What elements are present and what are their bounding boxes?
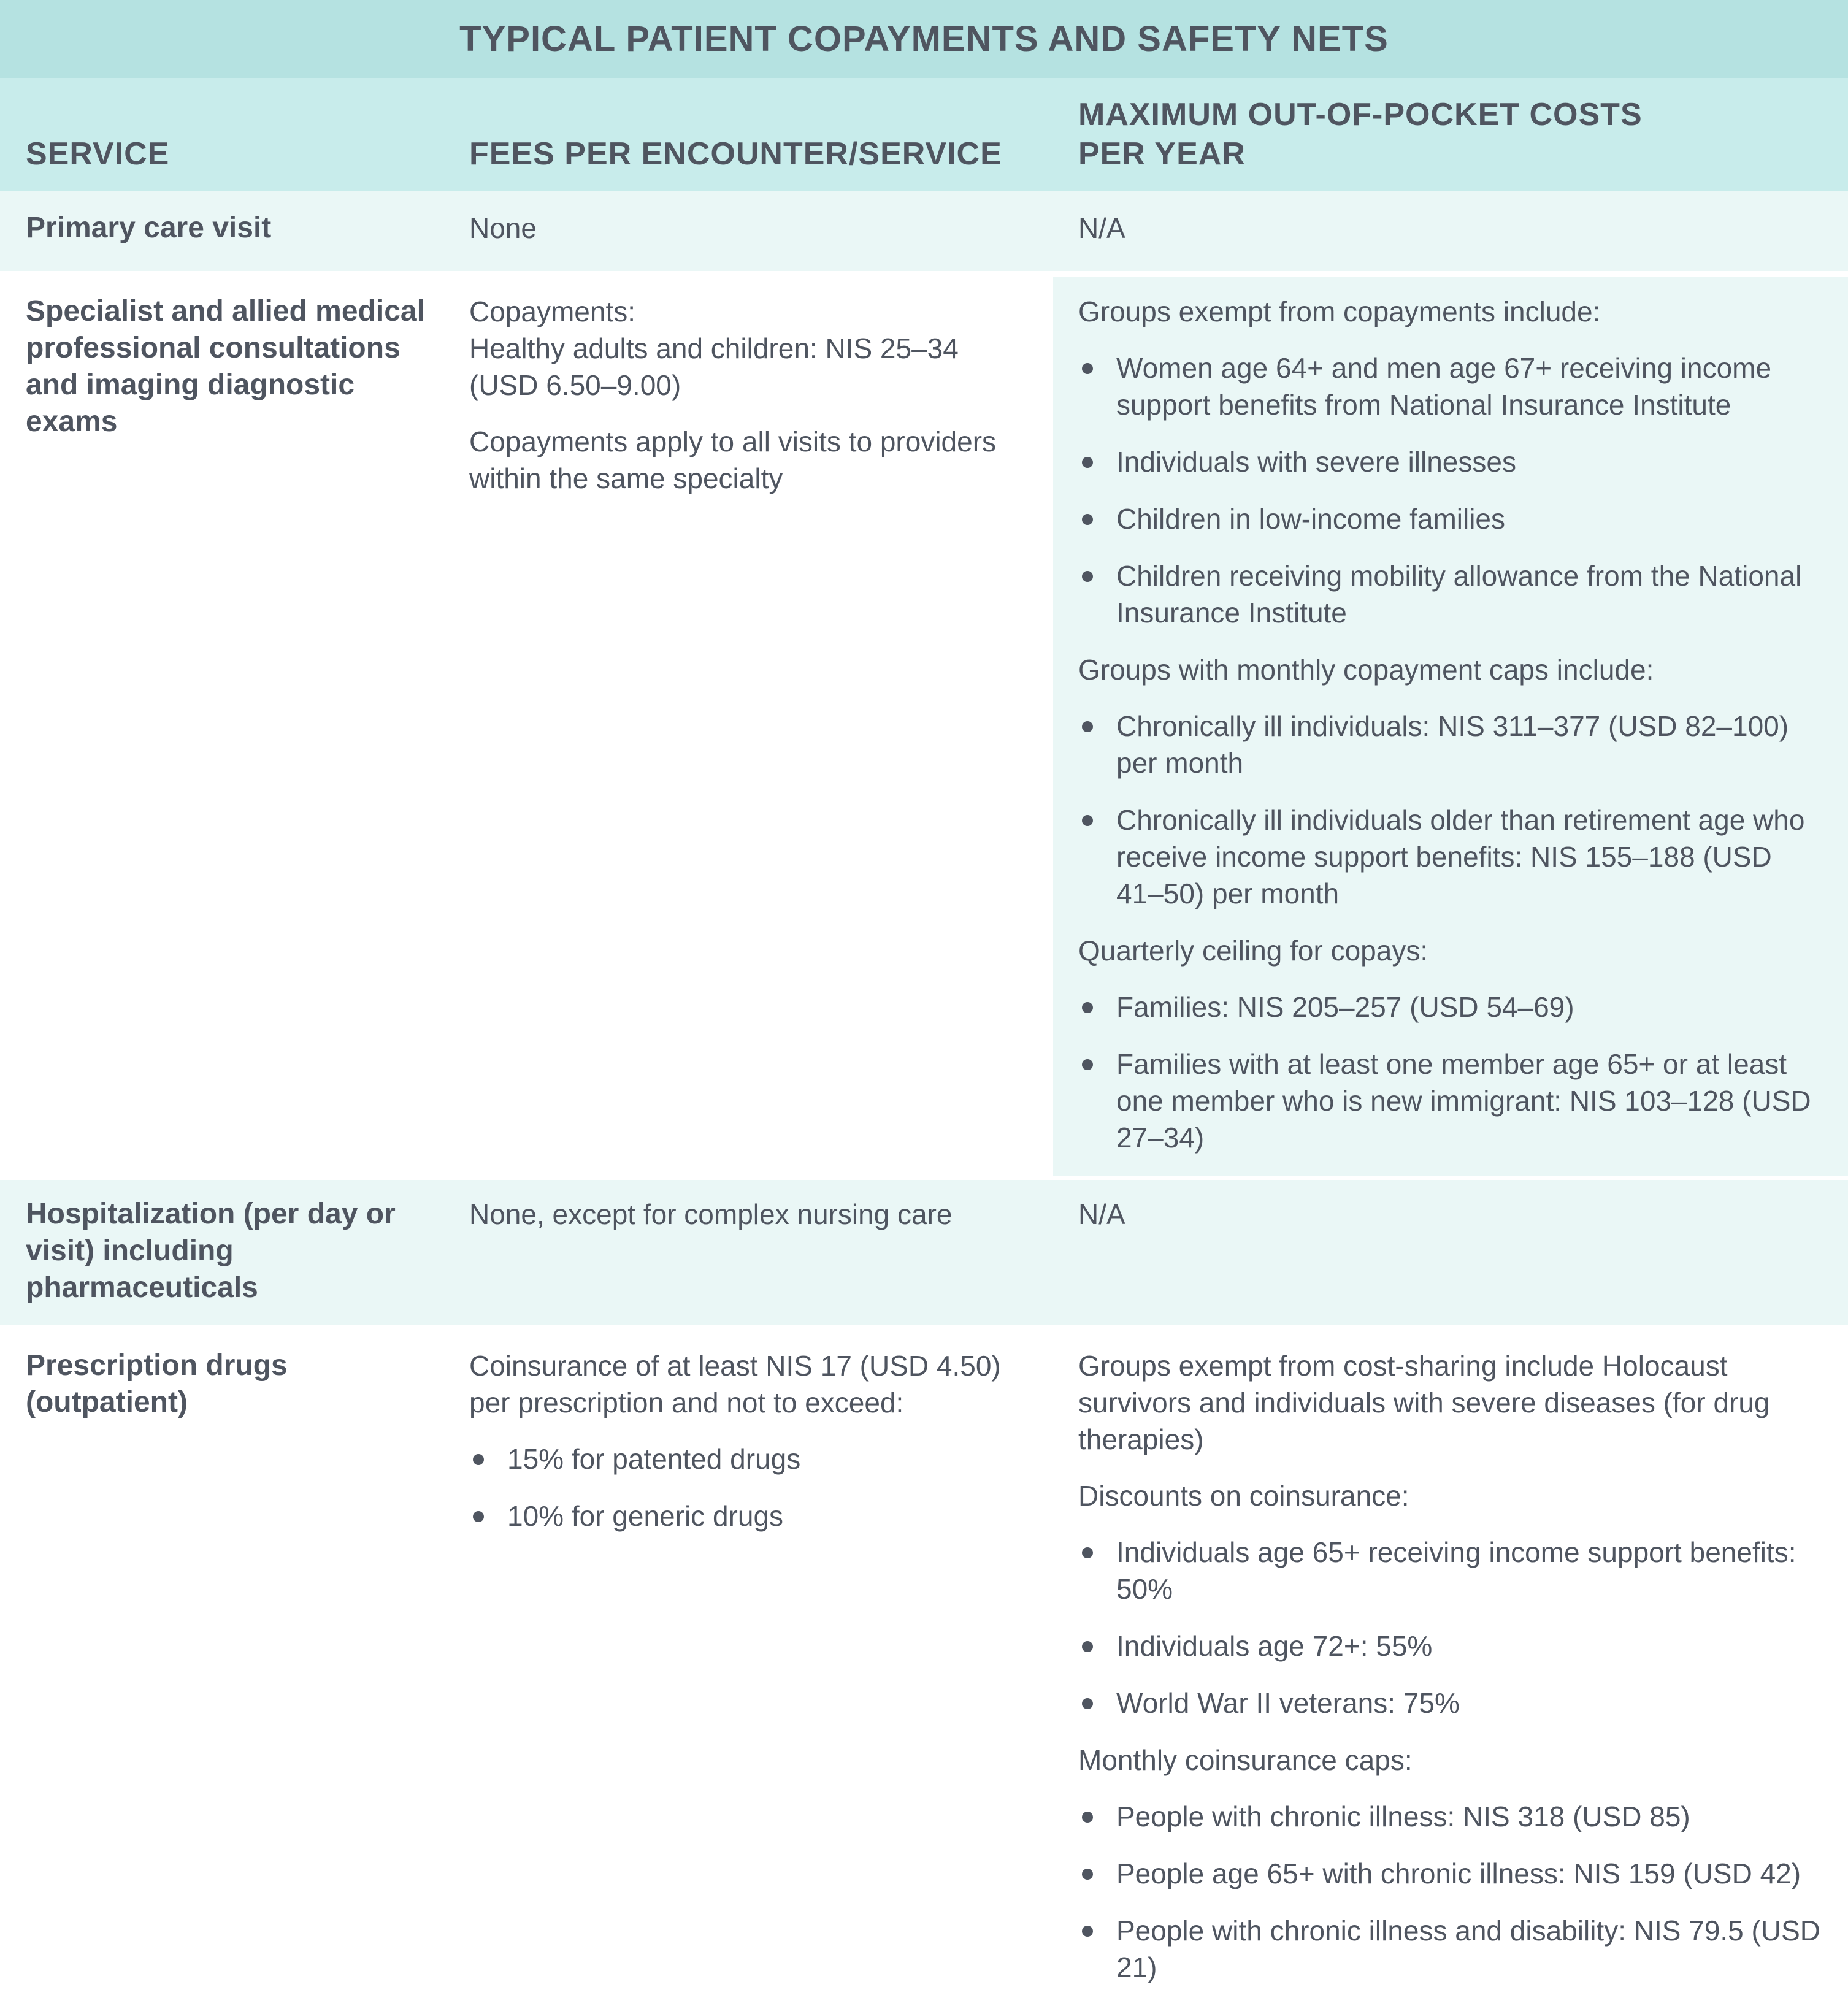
- fees-paragraph: Coinsurance of at least NIS 17 (USD 4.50) per prescription and not to exceed:: [469, 1350, 1001, 1418]
- bullet-list: [1078, 708, 1827, 912]
- max-costs-cell: [1078, 1347, 1827, 2006]
- list-intro: Groups exempt from copayments include:: [1078, 296, 1601, 327]
- list-item-text: Women age 64+ and men age 67+ receiving income support benefits from National Insurance Institute: [1116, 352, 1772, 421]
- header-fees: FEES PER ENCOUNTER/SERVICE: [469, 136, 1002, 172]
- fees-line: Healthy adults and children: NIS 25–34 (USD 6.50–9.00): [469, 332, 959, 401]
- bullet-icon: [1082, 721, 1093, 732]
- list-intro: Quarterly ceiling for copays:: [1078, 935, 1428, 967]
- bullet-list: [1078, 989, 1827, 1156]
- bullet-icon: [1082, 815, 1093, 826]
- bullet-icon: [1082, 1698, 1093, 1709]
- list-item: [1078, 802, 1827, 912]
- bullet-icon: [1082, 514, 1093, 525]
- list-item-text: People with chronic illness and disability: NIS 79.5 (USD 21): [1116, 1915, 1820, 1983]
- list-item-text: Children receiving mobility allowance from the National Insurance Institute: [1116, 560, 1802, 629]
- list-item-text: 10% for generic drugs: [507, 1500, 784, 1532]
- bullet-icon: [1082, 1869, 1093, 1880]
- list-item-text: People age 65+ with chronic illness: NIS 159 (USD 42): [1116, 1858, 1801, 1889]
- list-item: [469, 1441, 1033, 1477]
- max-costs-cell: N/A: [1078, 212, 1125, 244]
- bullet-icon: [1082, 363, 1093, 374]
- list-item: [1078, 708, 1827, 781]
- bullet-icon: [1082, 1641, 1093, 1652]
- max-costs-cell: N/A: [1078, 1198, 1125, 1230]
- list-item-text: World War II veterans: 75%: [1116, 1687, 1460, 1719]
- bullet-icon: [1082, 1002, 1093, 1013]
- list-item-text: Families with at least one member age 65+ or at least one member who is new immigrant: NIS 103–128 (USD 27–34): [1116, 1048, 1811, 1154]
- list-intro: Discounts on coinsurance:: [1078, 1480, 1409, 1512]
- list-item-text: Individuals with severe illnesses: [1116, 446, 1516, 478]
- list-intro: Groups with monthly copayment caps include:: [1078, 654, 1654, 686]
- list-item-text: 15% for patented drugs: [507, 1443, 801, 1475]
- fees-cell: None: [469, 212, 537, 244]
- list-item: [469, 1498, 1033, 1534]
- list-item: [1078, 1855, 1827, 1892]
- fees-cell: [469, 1347, 1033, 1555]
- max-paragraph: Groups exempt from cost-sharing include Holocaust survivors and individuals with severe diseases (for drug therapies): [1078, 1350, 1770, 1455]
- bullet-icon: [473, 1454, 484, 1465]
- fees-line: Copayments:: [469, 296, 636, 327]
- list-item-text: Families: NIS 205–257 (USD 54–69): [1116, 991, 1574, 1023]
- bullet-icon: [1082, 1812, 1093, 1823]
- bullet-icon: [1082, 1926, 1093, 1937]
- list-item-text: Chronically ill individuals: NIS 311–377 (USD 82–100) per month: [1116, 710, 1789, 779]
- list-item: [1078, 557, 1827, 631]
- list-item-text: People with chronic illness: NIS 318 (USD 85): [1116, 1801, 1690, 1832]
- list-item: [1078, 1912, 1827, 1986]
- table-header: [0, 78, 1848, 191]
- list-item: [1078, 500, 1827, 537]
- list-item-text: Children in low-income families: [1116, 503, 1506, 535]
- fees-cell: [469, 293, 1033, 516]
- header-max-line1: MAXIMUM OUT-OF-POCKET COSTS: [1078, 97, 1643, 132]
- list-item: [1078, 1534, 1827, 1607]
- list-item: [1078, 1046, 1827, 1156]
- list-item: [1078, 350, 1827, 423]
- service-cell: Prescription drugs (outpatient): [26, 1349, 288, 1418]
- service-cell: Hospitalization (per day or visit) including pharmaceuticals: [26, 1198, 396, 1304]
- list-item: [1078, 1628, 1827, 1664]
- bullet-icon: [1082, 1547, 1093, 1558]
- list-item: [1078, 443, 1827, 480]
- list-item: [1078, 989, 1827, 1025]
- fees-cell: None, except for complex nursing care: [469, 1198, 953, 1230]
- list-intro: Monthly coinsurance caps:: [1078, 1744, 1413, 1776]
- list-item-text: Individuals age 72+: 55%: [1116, 1630, 1433, 1662]
- table-title: TYPICAL PATIENT COPAYMENTS AND SAFETY NETS: [0, 0, 1848, 78]
- header-service: SERVICE: [26, 136, 170, 172]
- header-max-line2: PER YEAR: [1078, 136, 1246, 172]
- service-cell: Specialist and allied medical professional consultations and imaging diagnostic exams: [26, 295, 425, 438]
- max-costs-cell: [1078, 293, 1827, 1176]
- list-item: [1078, 1685, 1827, 1721]
- list-item-text: Individuals age 65+ receiving income support benefits: 50%: [1116, 1536, 1796, 1605]
- bullet-list: [1078, 1798, 1827, 1986]
- bullet-list: [469, 1441, 1033, 1534]
- fees-paragraph: [469, 293, 1033, 404]
- list-item-text: Chronically ill individuals older than retirement age who receive income support benefits: NIS 155–188 (USD 41–50) per month: [1116, 804, 1805, 909]
- bullet-icon: [473, 1511, 484, 1522]
- bullet-icon: [1082, 457, 1093, 468]
- bullet-icon: [1082, 571, 1093, 582]
- bullet-list: [1078, 350, 1827, 631]
- bullet-icon: [1082, 1059, 1093, 1070]
- fees-paragraph: Copayments apply to all visits to providers within the same specialty: [469, 426, 997, 494]
- header-max-costs: [1078, 95, 1643, 174]
- bullet-list: [1078, 1534, 1827, 1721]
- service-cell: Primary care visit: [26, 212, 272, 244]
- list-item: [1078, 1798, 1827, 1835]
